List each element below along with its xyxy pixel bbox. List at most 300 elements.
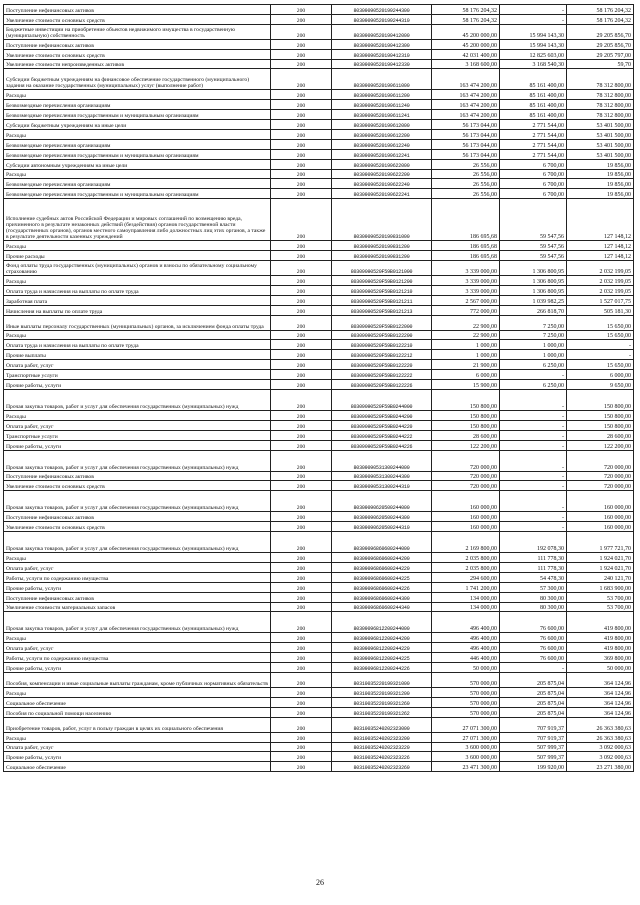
row-budget-code: 80309090520F59B0122220 [332,360,432,370]
row-executed-amount: 1 000,00 [500,340,567,350]
row-budget-code: 80309090520199611240 [332,100,432,110]
row-executed-amount: 507 999,37 [500,752,567,762]
row-approved-amount: 3 168 600,00 [432,59,500,69]
row-line-code: 200 [271,149,332,159]
row-line-code: 200 [271,762,332,772]
row-remaining-amount: 29 205 856,70 [567,39,634,49]
row-remaining-amount: 23 271 380,00 [567,762,634,772]
row-executed-amount: 707 919,37 [500,732,567,742]
row-remaining-amount: 53 401 500,00 [567,149,634,159]
row-executed-amount: 1 306 800,95 [500,261,567,276]
row-approved-amount: 26 556,00 [432,189,500,199]
row-executed-amount: 85 161 400,00 [500,90,567,100]
row-remaining-amount: 26 363 380,63 [567,717,634,732]
row-line-code: 200 [271,59,332,69]
table-row [4,440,634,450]
row-line-code: 200 [271,687,332,697]
row-executed-amount: 80 300,00 [500,592,567,602]
row-executed-amount: 266 818,70 [500,305,567,315]
row-budget-code: 80309090520F59B0121200 [332,276,432,286]
row-executed-amount: 2 771 544,00 [500,149,567,159]
table-row [4,762,634,772]
row-approved-amount: 163 474 200,00 [432,100,500,110]
table-row [4,285,634,295]
row-executed-amount: 59 547,56 [500,199,567,241]
row-remaining-amount: 160 000,00 [567,491,634,512]
table-row [4,189,634,199]
row-approved-amount: 3 339 000,00 [432,261,500,276]
row-line-code: 200 [271,139,332,149]
row-line-code: 200 [271,450,332,471]
row-name: Расходы [4,276,271,286]
row-approved-amount: 2 035 800,00 [432,553,500,563]
row-approved-amount: 3 600 000,00 [432,752,500,762]
row-executed-amount: - [500,512,567,522]
table-row [4,672,634,687]
row-line-code: 200 [271,14,332,24]
table-row [4,522,634,532]
row-line-code: 200 [271,370,332,380]
row-budget-code: 80310035220199321200 [332,687,432,697]
row-approved-amount: 1 741 200,00 [432,582,500,592]
row-remaining-amount: 53 401 500,00 [567,130,634,140]
row-budget-code: 80309090520199412300 [332,39,432,49]
row-line-code: 200 [271,553,332,563]
row-remaining-amount: 19 856,00 [567,179,634,189]
row-approved-amount: 45 200 000,00 [432,39,500,49]
row-budget-code: 80309096812200244225 [332,653,432,663]
row-name: Увеличение стоимости непроизведенных активов [4,59,271,69]
table-row [4,592,634,602]
row-remaining-amount: 1 924 021,70 [567,562,634,572]
row-remaining-amount: 53 401 500,00 [567,139,634,149]
row-budget-code: 80309096812200244226 [332,663,432,673]
row-budget-code: 80309090520199831290 [332,251,432,261]
row-name: Поступление нефинансовых активов [4,39,271,49]
row-remaining-amount: 369 800,00 [567,653,634,663]
table-row [4,663,634,673]
row-line-code: 200 [271,522,332,532]
row-approved-amount: 134 000,00 [432,592,500,602]
row-remaining-amount: 2 032 199,05 [567,276,634,286]
row-budget-code: 80309096860600244226 [332,582,432,592]
row-line-code: 200 [271,179,332,189]
row-line-code: 200 [271,189,332,199]
row-approved-amount: 446 400,00 [432,653,500,663]
table-row [4,69,634,90]
row-approved-amount: 42 031 400,00 [432,49,500,59]
row-executed-amount: 54 478,30 [500,572,567,582]
row-remaining-amount: 160 000,00 [567,512,634,522]
row-budget-code: 80309090520F59B0122226 [332,380,432,390]
row-budget-code: 80309090520F59B0244222 [332,430,432,440]
row-name: Работы, услуги по содержанию имущества [4,572,271,582]
row-budget-code: 80309096812200244200 [332,633,432,643]
row-remaining-amount: 9 650,00 [567,380,634,390]
row-approved-amount: 186 695,68 [432,241,500,251]
table-row [4,159,634,169]
table-row [4,39,634,49]
row-budget-code: 80309090520199831200 [332,241,432,251]
row-name: Прочие расходы [4,251,271,261]
row-budget-code: 80310035220199321000 [332,672,432,687]
row-executed-amount: 15 994 143,30 [500,39,567,49]
row-budget-code: 80309090520199622241 [332,189,432,199]
row-name: Прочая закупка товаров, работ и услуг для обеспечения государственных (муниципальных) нужд [4,491,271,512]
row-executed-amount: 6 250,00 [500,380,567,390]
row-name: Безвозмездные перечисления организациям [4,139,271,149]
row-name: Бюджетные инвестиции на приобретение объектов недвижимого имущества в государственную (муниципальную) собственность [4,24,271,39]
table-row [4,717,634,732]
row-line-code: 200 [271,440,332,450]
row-name: Расходы [4,169,271,179]
table-row [4,430,634,440]
row-line-code: 200 [271,285,332,295]
row-approved-amount: 15 900,00 [432,380,500,390]
row-executed-amount: - [500,420,567,430]
row-executed-amount: 707 919,37 [500,717,567,732]
row-budget-code: 80309090520199412310 [332,49,432,59]
row-line-code: 200 [271,562,332,572]
row-remaining-amount: 150 800,00 [567,389,634,410]
table-row [4,602,634,612]
row-name: Расходы [4,241,271,251]
row-approved-amount: 23 471 300,00 [432,762,500,772]
row-name: Прочие выплаты [4,350,271,360]
row-remaining-amount: 19 856,00 [567,159,634,169]
row-executed-amount: 2 771 544,00 [500,120,567,130]
row-line-code: 200 [271,261,332,276]
row-budget-code: 80310035240202323000 [332,717,432,732]
table-row [4,512,634,522]
row-budget-code: 80309090520F59B0122210 [332,340,432,350]
row-line-code: 200 [271,707,332,717]
row-executed-amount: 6 700,00 [500,189,567,199]
row-approved-amount: 3 339 000,00 [432,276,500,286]
row-executed-amount: 1 000,00 [500,350,567,360]
row-name: Прочие работы, услуги [4,752,271,762]
row-executed-amount: 76 600,00 [500,643,567,653]
row-executed-amount: 3 168 540,30 [500,59,567,69]
row-remaining-amount: 78 312 800,00 [567,90,634,100]
row-approved-amount: 772 000,00 [432,305,500,315]
row-approved-amount: 570 000,00 [432,697,500,707]
row-line-code: 200 [271,697,332,707]
row-remaining-amount: 240 121,70 [567,572,634,582]
row-name: Прочие работы, услуги [4,582,271,592]
row-remaining-amount: 419 800,00 [567,643,634,653]
row-name: Расходы [4,633,271,643]
row-executed-amount: - [500,522,567,532]
row-budget-code: 80309090520199244300 [332,5,432,15]
row-line-code: 200 [271,5,332,15]
row-executed-amount: 205 875,04 [500,697,567,707]
row-budget-code: 80309090520F59B0244226 [332,440,432,450]
table-row [4,130,634,140]
row-executed-amount: 205 875,04 [500,707,567,717]
row-remaining-amount: 160 000,00 [567,522,634,532]
row-budget-code: 80310035240202323226 [332,752,432,762]
table-row [4,471,634,481]
table-row [4,572,634,582]
row-line-code: 200 [271,653,332,663]
table-row [4,553,634,563]
row-approved-amount: 496 400,00 [432,643,500,653]
row-remaining-amount: 150 800,00 [567,410,634,420]
row-budget-code: 80309090520199622200 [332,169,432,179]
row-name: Прочая закупка товаров, работ и услуг для обеспечения государственных (муниципальных) нужд [4,612,271,633]
row-budget-code: 80309090520199244310 [332,14,432,24]
row-name: Безвозмездные перечисления организациям [4,100,271,110]
row-executed-amount: 7 250,00 [500,315,567,330]
row-remaining-amount: 15 650,00 [567,360,634,370]
row-approved-amount: 570 000,00 [432,707,500,717]
row-executed-amount: - [500,471,567,481]
row-line-code: 200 [271,410,332,420]
row-remaining-amount: 28 600,00 [567,430,634,440]
row-name: Субсидии бюджетным учреждениям на иные цели [4,120,271,130]
row-name: Пособия, компенсации и иные социальные выплаты гражданам, кроме публичных нормативных обязательств [4,672,271,687]
row-name: Расходы [4,90,271,100]
row-approved-amount: 56 173 044,00 [432,139,500,149]
row-name: Прочая закупка товаров, работ и услуг для обеспечения государственных (муниципальных) нужд [4,532,271,553]
row-approved-amount: 56 173 044,00 [432,149,500,159]
table-row [4,707,634,717]
row-approved-amount: 58 176 204,32 [432,5,500,15]
row-name: Социальное обеспечение [4,697,271,707]
row-line-code: 200 [271,159,332,169]
row-name: Начисления на выплаты по оплате труда [4,305,271,315]
table-row [4,241,634,251]
table-row [4,582,634,592]
row-remaining-amount: 58 176 204,32 [567,5,634,15]
row-executed-amount: - [500,430,567,440]
row-remaining-amount: 505 181,30 [567,305,634,315]
row-approved-amount: 56 173 044,00 [432,130,500,140]
table-row [4,251,634,261]
row-budget-code: 80309090520F59B0121211 [332,295,432,305]
row-remaining-amount: 19 856,00 [567,189,634,199]
row-name: Безвозмездные перечисления государственным и муниципальным организациям [4,110,271,120]
row-line-code: 200 [271,592,332,602]
row-approved-amount: 22 900,00 [432,330,500,340]
row-approved-amount: 6 000,00 [432,370,500,380]
row-name: Пособия по социальной помощи населению [4,707,271,717]
row-line-code: 200 [271,110,332,120]
row-remaining-amount: 419 800,00 [567,633,634,643]
row-line-code: 200 [271,69,332,90]
row-approved-amount: 570 000,00 [432,672,500,687]
row-executed-amount: 12 825 603,00 [500,49,567,59]
row-executed-amount: 6 250,00 [500,360,567,370]
row-approved-amount: 45 200 000,00 [432,24,500,39]
row-name: Поступление нефинансовых активов [4,512,271,522]
row-approved-amount: 3 600 000,00 [432,742,500,752]
row-line-code: 200 [271,532,332,553]
table-row [4,633,634,643]
row-remaining-amount: 53 401 500,00 [567,120,634,130]
row-executed-amount: - [500,491,567,512]
row-budget-code: 80309090620500244310 [332,522,432,532]
table-row [4,5,634,15]
row-budget-code: 80309090520199612000 [332,120,432,130]
row-line-code: 200 [271,330,332,340]
row-budget-code: 80309090520199612240 [332,139,432,149]
row-name: Прочая закупка товаров, работ и услуг для обеспечения государственных (муниципальных) нужд [4,389,271,410]
row-approved-amount: 1 000,00 [432,340,500,350]
row-line-code: 200 [271,49,332,59]
row-executed-amount: 192 078,30 [500,532,567,553]
row-line-code: 200 [271,582,332,592]
row-executed-amount: 2 771 544,00 [500,130,567,140]
row-remaining-amount: 419 800,00 [567,612,634,633]
row-budget-code: 80309090531300244300 [332,471,432,481]
row-remaining-amount: 127 148,12 [567,241,634,251]
table-row [4,14,634,24]
row-name: Социальное обеспечение [4,762,271,772]
row-approved-amount: 56 173 044,00 [432,120,500,130]
row-name: Субсидии автономным учреждениям на иные цели [4,159,271,169]
row-name: Безвозмездные перечисления государственным и муниципальным организациям [4,189,271,199]
table-row [4,315,634,330]
row-line-code: 200 [271,612,332,633]
row-remaining-amount: 15 650,00 [567,330,634,340]
table-row [4,120,634,130]
row-budget-code: 80309090531300244000 [332,450,432,471]
expenses-table [3,4,634,772]
row-budget-code: 80309096860600244000 [332,532,432,553]
row-budget-code: 80309096860600244225 [332,572,432,582]
row-remaining-amount: 78 312 800,00 [567,69,634,90]
table-row [4,350,634,360]
row-name: Исполнение судебных актов Российской Федерации и мировых соглашений по возмещению вреда, причиненного в результате незаконных действий (бездействия) органов государственной власти (государственных органов), органов местного самоуправления либо должностных лиц этих органов, а также в результате деятельности казенных учреждений [4,199,271,241]
row-budget-code: 80309090620500244300 [332,512,432,522]
row-name: Увеличение стоимости основных средств [4,481,271,491]
row-name: Расходы [4,687,271,697]
row-name: Оплата труда и начисления на выплаты по оплате труда [4,340,271,350]
row-remaining-amount: 150 800,00 [567,420,634,430]
row-name: Прочие работы, услуги [4,663,271,673]
table-row [4,139,634,149]
row-remaining-amount: 6 000,00 [567,370,634,380]
row-remaining-amount: 15 650,00 [567,315,634,330]
row-name: Увеличение стоимости основных средств [4,49,271,59]
row-approved-amount: 163 474 200,00 [432,110,500,120]
row-budget-code: 80309090520F59B0121213 [332,305,432,315]
row-approved-amount: 50 000,00 [432,663,500,673]
row-approved-amount: 58 176 204,32 [432,14,500,24]
row-approved-amount: 26 556,00 [432,159,500,169]
row-remaining-amount: 78 312 800,00 [567,110,634,120]
row-name: Фонд оплаты труда государственных (муниципальных) органов и взносы по обязательному социальному страхованию [4,261,271,276]
row-budget-code: 80309090520F59B0244200 [332,410,432,420]
row-line-code: 200 [271,389,332,410]
row-executed-amount: 6 700,00 [500,169,567,179]
row-budget-code: 80309090520199622000 [332,159,432,169]
row-budget-code: 80310035220199321262 [332,707,432,717]
row-budget-code: 80309090520F59B0122222 [332,370,432,380]
row-name: Увеличение стоимости материальных запасов [4,602,271,612]
row-name: Прочие работы, услуги [4,380,271,390]
row-name: Расходы [4,553,271,563]
row-executed-amount: 57 300,00 [500,582,567,592]
row-remaining-amount: 59,70 [567,59,634,69]
table-row [4,653,634,663]
row-budget-code: 80310035240202323260 [332,762,432,772]
row-remaining-amount: 19 856,00 [567,169,634,179]
row-approved-amount: 2 567 000,00 [432,295,500,305]
table-row [4,562,634,572]
row-approved-amount: 26 556,00 [432,169,500,179]
row-remaining-amount: 364 124,96 [567,697,634,707]
row-executed-amount: - [500,5,567,15]
row-remaining-amount: 58 176 204,32 [567,14,634,24]
row-budget-code: 80309090520199831000 [332,199,432,241]
row-remaining-amount: 3 092 000,63 [567,742,634,752]
row-remaining-amount: 1 924 021,70 [567,553,634,563]
row-name: Приобретение товаров, работ, услуг в пользу граждан в целях их социального обеспечения [4,717,271,732]
row-name: Поступление нефинансовых активов [4,471,271,481]
row-approved-amount: 1 000,00 [432,350,500,360]
row-executed-amount: - [500,370,567,380]
table-row [4,389,634,410]
row-budget-code: 80309096860600244340 [332,602,432,612]
row-line-code: 200 [271,572,332,582]
table-row [4,370,634,380]
row-approved-amount: 496 400,00 [432,633,500,643]
row-line-code: 200 [271,360,332,370]
row-executed-amount: 15 994 143,30 [500,24,567,39]
row-approved-amount: 2 035 800,00 [432,562,500,572]
row-remaining-amount: 720 000,00 [567,450,634,471]
row-budget-code: 80309096860600244200 [332,553,432,563]
row-approved-amount: 27 071 300,00 [432,717,500,732]
row-name: Прочие работы, услуги [4,440,271,450]
row-name: Транспортные услуги [4,370,271,380]
row-name: Оплата работ, услуг [4,742,271,752]
row-line-code: 200 [271,305,332,315]
row-name: Оплата труда и начисления на выплаты по оплате труда [4,285,271,295]
row-budget-code: 80309090520199412000 [332,24,432,39]
row-line-code: 200 [271,120,332,130]
row-approved-amount: 160 000,00 [432,512,500,522]
table-row [4,612,634,633]
row-remaining-amount: 1 527 017,75 [567,295,634,305]
row-name: Безвозмездные перечисления организациям [4,179,271,189]
row-name: Оплата работ, услуг [4,562,271,572]
row-name: Расходы [4,130,271,140]
page-number: 26 [316,878,324,887]
table-row [4,24,634,39]
row-line-code: 200 [271,602,332,612]
row-budget-code: 80309090520199611200 [332,90,432,100]
table-row [4,643,634,653]
row-approved-amount: 294 600,00 [432,572,500,582]
row-line-code: 200 [271,663,332,673]
row-line-code: 200 [271,130,332,140]
row-executed-amount: 7 250,00 [500,330,567,340]
budget-execution-sheet [3,4,633,772]
row-line-code: 200 [271,732,332,742]
table-row [4,410,634,420]
row-line-code: 200 [271,315,332,330]
row-executed-amount: 6 700,00 [500,159,567,169]
row-remaining-amount: 2 032 199,05 [567,285,634,295]
row-budget-code: 80309090520199611241 [332,110,432,120]
table-row [4,110,634,120]
row-line-code: 200 [271,90,332,100]
table-body [4,5,634,772]
